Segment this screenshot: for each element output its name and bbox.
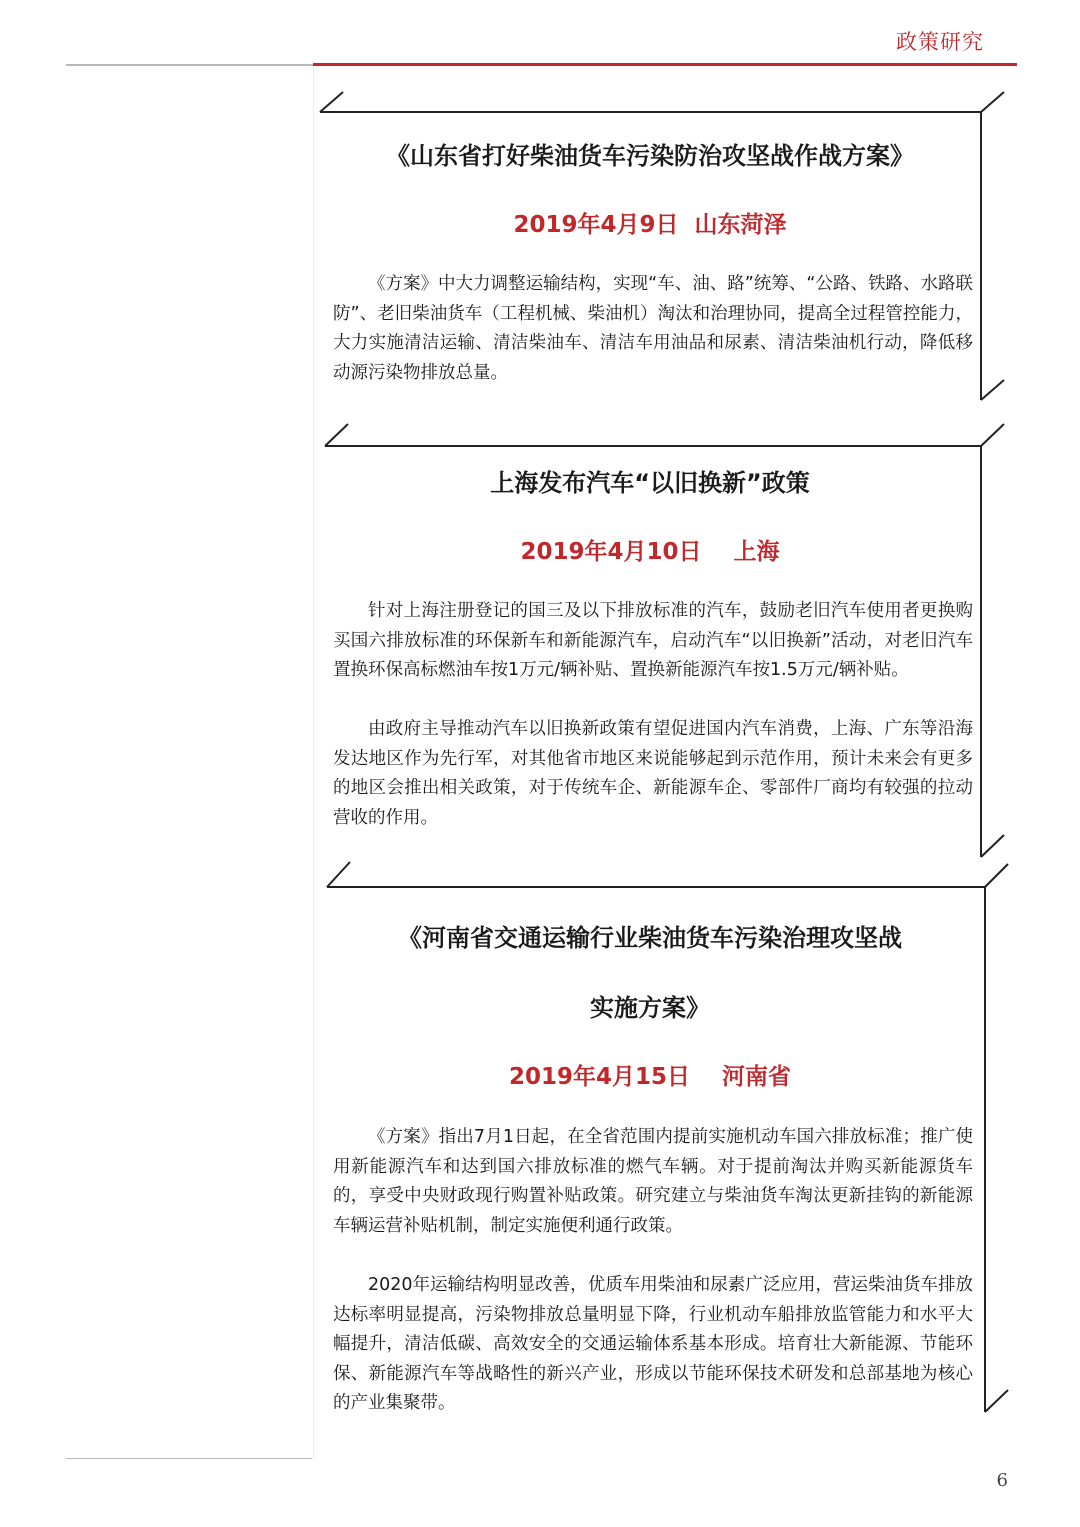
section-3-date: 2019年4月15日 河南省: [508, 1064, 792, 1090]
section-3-paragraph-1: 《方案》指出7月1日起，在全省范围内提前实施机动车国六排放标准；推广使用新能源汽车和达到国六排放标准的燃气车辆。对于提前淘汰并购买新能源货车的，享受中央财政现行购置补贴政策。研究建立与柴油货车淘汰更新挂钩的新能源车辆运营补贴机制，制定实施便利通行政策。: [333, 1127, 973, 1236]
frame-3-top-slash: [985, 864, 1008, 887]
section-1-paragraph-1: 《方案》中大力调整运输结构，实现“车、油、路”统筹、“公路、铁路、水路联防”、老旧柴油货车（工程机械、柴油机）淘汰和治理协同，提高全过程管控能力，大力实施清洁运输、清洁柴油车、清洁车用油品和尿素、清洁柴油机行动，降低移动源污染物排放总量。: [333, 274, 973, 383]
frame-1-top-slash: [981, 92, 1004, 112]
page-number: 6: [996, 1470, 1008, 1491]
section-2-paragraph-1: 针对上海注册登记的国三及以下排放标准的汽车，鼓励老旧汽车使用者更换购买国六排放标准的环保新车和新能源汽车，启动汽车“以旧换新”活动，对老旧汽车置换环保高标燃油车按1万元/辆补贴、置换新能源汽车按1.5万元/辆补贴。: [333, 601, 973, 680]
frame-2-left-slash: [325, 424, 348, 446]
section-1-title: 《山东省打好柴油货车污染防治攻坚战作战方案》: [386, 142, 914, 170]
header-label: 政策研究: [896, 30, 984, 54]
footer-rule: [66, 1458, 312, 1459]
frame-3-bottom-slash: [985, 1390, 1008, 1412]
frame-2-top-slash: [981, 424, 1004, 446]
section-1-date: 2019年4月9日 山东菏泽: [513, 212, 787, 238]
section-2-title: 上海发布汽车“以旧换新”政策: [490, 469, 810, 497]
section-2-date: 2019年4月10日 上海: [520, 539, 780, 565]
frame-2-bottom-slash: [981, 835, 1004, 857]
margin-guide-line: [313, 66, 314, 1461]
section-3-title-line-1: 《河南省交通运输行业柴油货车污染治理攻坚战: [398, 924, 902, 952]
header-rule-red: [313, 63, 1017, 66]
frame-1-left-slash: [320, 92, 343, 112]
section-3-paragraph-2: 2020年运输结构明显改善，优质车用柴油和尿素广泛应用，营运柴油货车排放达标率明显提高，污染物排放总量明显下降，行业机动车船排放监管能力和水平大幅提升，清洁低碳、高效安全的交通运输体系基本形成。培育壮大新能源、节能环保、新能源汽车等战略性的新兴产业，形成以节能环保技术研发和总部基地为核心的产业集聚带。: [333, 1275, 973, 1413]
header-rule-gray: [66, 64, 316, 66]
section-2-paragraph-2: 由政府主导推动汽车以旧换新政策有望促进国内汽车消费，上海、广东等沿海发达地区作为先行军，对其他省市地区来说能够起到示范作用，预计未来会有更多的地区会推出相关政策，对于传统车企、新能源车企、零部件厂商均有较强的拉动营收的作用。: [333, 719, 973, 828]
frame-1-bottom-slash: [981, 380, 1004, 400]
section-3-title-line-2: 实施方案》: [590, 994, 710, 1022]
frame-3-left-slash: [327, 862, 350, 887]
